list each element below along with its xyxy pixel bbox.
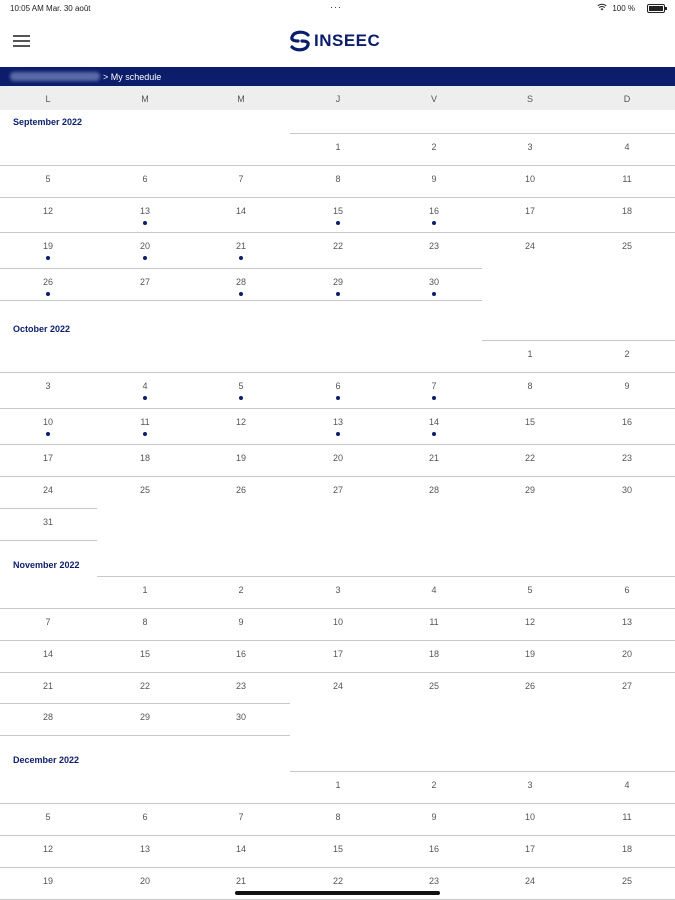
day-cell[interactable]: 27 — [139, 277, 150, 287]
week-divider — [0, 268, 482, 269]
day-cell[interactable]: 16 — [235, 649, 246, 659]
day-cell[interactable]: 6 — [142, 174, 148, 184]
month-title: October 2022 — [13, 324, 71, 334]
event-dot-icon — [46, 292, 50, 296]
day-cell[interactable]: 9 — [624, 381, 630, 391]
week-divider — [0, 672, 675, 673]
day-cell[interactable]: 26 — [235, 485, 246, 495]
event-dot-icon — [336, 432, 340, 436]
day-cell[interactable]: 14 — [42, 649, 53, 659]
event-dot-icon — [432, 221, 436, 225]
day-cell[interactable]: 10 — [332, 617, 343, 627]
day-cell[interactable]: 15 — [139, 649, 150, 659]
day-cell[interactable]: 6 — [142, 812, 148, 822]
day-cell[interactable]: 19 — [42, 241, 53, 251]
day-cell[interactable]: 11 — [622, 174, 632, 184]
day-cell[interactable]: 31 — [42, 517, 53, 527]
day-cell[interactable]: 29 — [139, 712, 150, 722]
day-cell[interactable]: 12 — [235, 417, 246, 427]
day-cell[interactable]: 21 — [42, 681, 53, 691]
status-bar — [0, 0, 675, 18]
day-cell[interactable]: 3 — [335, 585, 341, 595]
day-cell[interactable]: 17 — [42, 453, 53, 463]
day-cell[interactable]: 22 — [139, 681, 150, 691]
day-cell[interactable]: 23 — [235, 681, 246, 691]
day-cell[interactable]: 14 — [235, 844, 246, 854]
weekday-label: L — [45, 94, 51, 104]
day-cell[interactable]: 20 — [332, 453, 343, 463]
day-cell[interactable]: 3 — [527, 142, 533, 152]
weekday-label: D — [623, 94, 631, 104]
day-cell[interactable]: 18 — [621, 206, 632, 216]
day-cell[interactable]: 17 — [524, 206, 535, 216]
app-logo — [288, 28, 380, 54]
week-divider — [290, 771, 675, 772]
day-cell[interactable]: 4 — [142, 381, 148, 391]
day-cell[interactable]: 18 — [621, 844, 632, 854]
weekday-label: S — [526, 94, 533, 104]
day-cell[interactable]: 20 — [139, 876, 150, 886]
week-divider — [0, 232, 675, 233]
day-cell[interactable]: 22 — [524, 453, 535, 463]
day-cell[interactable]: 10 — [42, 417, 53, 427]
day-cell[interactable]: 5 — [45, 174, 51, 184]
day-cell[interactable]: 24 — [42, 485, 53, 495]
day-cell[interactable]: 14 — [235, 206, 246, 216]
day-cell[interactable]: 29 — [332, 277, 343, 287]
event-dot-icon — [143, 396, 147, 400]
day-cell[interactable]: 7 — [45, 617, 51, 627]
day-cell[interactable]: 11 — [622, 812, 632, 822]
day-cell[interactable]: 12 — [524, 617, 535, 627]
month-title: September 2022 — [13, 117, 83, 127]
week-divider — [0, 444, 675, 445]
day-cell[interactable]: 21 — [235, 241, 246, 251]
week-divider — [0, 803, 675, 804]
day-cell[interactable]: 14 — [428, 417, 439, 427]
day-cell[interactable]: 10 — [524, 812, 535, 822]
day-cell[interactable]: 3 — [527, 780, 533, 790]
day-cell[interactable]: 24 — [332, 681, 343, 691]
wifi-icon — [597, 3, 607, 13]
event-dot-icon — [239, 292, 243, 296]
week-divider — [482, 340, 675, 341]
event-dot-icon — [46, 256, 50, 260]
day-cell[interactable]: 13 — [621, 617, 632, 627]
week-divider — [0, 735, 290, 736]
menu-icon[interactable] — [13, 35, 30, 47]
day-cell[interactable]: 15 — [332, 844, 343, 854]
day-cell[interactable]: 16 — [621, 417, 632, 427]
day-cell[interactable]: 10 — [524, 174, 535, 184]
breadcrumb — [0, 67, 675, 86]
day-cell[interactable]: 7 — [238, 812, 244, 822]
month-title: November 2022 — [13, 560, 80, 570]
day-cell[interactable]: 25 — [139, 485, 150, 495]
day-cell[interactable]: 16 — [428, 206, 439, 216]
day-cell[interactable]: 19 — [42, 876, 53, 886]
week-divider — [0, 476, 675, 477]
day-cell[interactable]: 4 — [431, 585, 437, 595]
day-cell[interactable]: 1 — [335, 142, 341, 152]
day-cell[interactable]: 18 — [139, 453, 150, 463]
day-cell[interactable]: 5 — [527, 585, 533, 595]
week-divider — [290, 133, 675, 134]
event-dot-icon — [239, 256, 243, 260]
day-cell[interactable]: 24 — [524, 876, 535, 886]
day-cell[interactable]: 25 — [428, 681, 439, 691]
day-cell[interactable]: 6 — [335, 381, 341, 391]
day-cell[interactable]: 17 — [332, 649, 343, 659]
day-cell[interactable]: 27 — [621, 681, 632, 691]
day-cell[interactable]: 6 — [624, 585, 630, 595]
week-divider — [0, 508, 97, 509]
multitask-dots[interactable]: ··· — [330, 2, 342, 12]
day-cell[interactable]: 8 — [335, 174, 341, 184]
day-cell[interactable]: 15 — [524, 417, 535, 427]
week-divider — [0, 197, 675, 198]
inseec-logo-icon — [288, 30, 312, 52]
day-cell[interactable]: 13 — [332, 417, 343, 427]
day-cell[interactable]: 8 — [142, 617, 148, 627]
day-cell[interactable]: 20 — [621, 649, 632, 659]
day-cell[interactable]: 23 — [428, 876, 439, 886]
week-divider — [0, 835, 675, 836]
day-cell[interactable]: 22 — [332, 241, 343, 251]
event-dot-icon — [432, 432, 436, 436]
day-cell[interactable]: 8 — [527, 381, 533, 391]
breadcrumb-blurred-name[interactable] — [10, 72, 100, 81]
day-cell[interactable]: 30 — [235, 712, 246, 722]
week-divider — [97, 576, 675, 577]
day-cell[interactable]: 13 — [139, 206, 150, 216]
day-cell[interactable]: 30 — [621, 485, 632, 495]
day-cell[interactable]: 16 — [428, 844, 439, 854]
day-cell[interactable]: 8 — [335, 812, 341, 822]
day-cell[interactable]: 7 — [431, 381, 437, 391]
status-time-text: 10:05 AM — [10, 4, 44, 13]
week-divider — [0, 408, 675, 409]
day-cell[interactable]: 2 — [238, 585, 244, 595]
event-dot-icon — [46, 432, 50, 436]
event-dot-icon — [143, 256, 147, 260]
day-cell[interactable]: 4 — [624, 780, 630, 790]
week-divider — [0, 867, 675, 868]
day-cell[interactable]: 29 — [524, 485, 535, 495]
day-cell[interactable]: 9 — [238, 617, 244, 627]
day-cell[interactable]: 18 — [428, 649, 439, 659]
day-cell[interactable]: 7 — [238, 174, 244, 184]
day-cell[interactable]: 22 — [332, 876, 343, 886]
day-cell[interactable]: 12 — [42, 206, 53, 216]
day-cell[interactable]: 26 — [524, 681, 535, 691]
day-cell[interactable]: 30 — [428, 277, 439, 287]
day-cell[interactable]: 2 — [431, 780, 437, 790]
week-divider — [0, 640, 675, 641]
day-cell[interactable]: 24 — [524, 241, 535, 251]
day-cell[interactable]: 1 — [142, 585, 148, 595]
weekday-label: M — [237, 94, 245, 104]
week-divider — [0, 300, 482, 301]
day-cell[interactable]: 28 — [235, 277, 246, 287]
day-cell[interactable]: 17 — [524, 844, 535, 854]
day-cell[interactable]: 2 — [624, 349, 630, 359]
status-time — [10, 4, 91, 13]
day-cell[interactable]: 12 — [42, 844, 53, 854]
event-dot-icon — [143, 432, 147, 436]
day-cell[interactable]: 20 — [139, 241, 150, 251]
day-cell[interactable]: 5 — [238, 381, 244, 391]
day-cell[interactable]: 25 — [621, 241, 632, 251]
day-cell[interactable]: 26 — [42, 277, 53, 287]
day-cell[interactable]: 15 — [332, 206, 343, 216]
day-cell[interactable]: 3 — [45, 381, 51, 391]
event-dot-icon — [336, 221, 340, 225]
day-cell[interactable]: 2 — [431, 142, 437, 152]
day-cell[interactable]: 28 — [428, 485, 439, 495]
event-dot-icon — [239, 396, 243, 400]
day-cell[interactable]: 25 — [621, 876, 632, 886]
week-divider — [0, 703, 290, 704]
day-cell[interactable]: 19 — [524, 649, 535, 659]
day-cell[interactable]: 21 — [428, 453, 439, 463]
day-cell[interactable]: 21 — [235, 876, 246, 886]
week-divider — [0, 540, 97, 541]
day-cell[interactable]: 23 — [621, 453, 632, 463]
battery-icon — [647, 4, 665, 13]
event-dot-icon — [432, 396, 436, 400]
breadcrumb-current: > My schedule — [103, 72, 162, 82]
weekday-label: M — [141, 94, 149, 104]
day-cell[interactable]: 19 — [235, 453, 246, 463]
day-cell[interactable]: 1 — [335, 780, 341, 790]
day-cell[interactable]: 5 — [45, 812, 51, 822]
weekday-label: J — [335, 94, 341, 104]
event-dot-icon — [143, 221, 147, 225]
day-cell[interactable]: 27 — [332, 485, 343, 495]
event-dot-icon — [432, 292, 436, 296]
weekday-label: V — [430, 94, 437, 104]
home-indicator[interactable] — [235, 891, 440, 895]
day-cell[interactable]: 9 — [431, 174, 437, 184]
week-divider — [0, 608, 675, 609]
status-date-text: Mar. 30 août — [46, 4, 91, 13]
event-dot-icon — [336, 396, 340, 400]
week-divider — [0, 165, 675, 166]
day-cell[interactable]: 13 — [139, 844, 150, 854]
day-cell[interactable]: 9 — [431, 812, 437, 822]
event-dot-icon — [336, 292, 340, 296]
logo-text: INSEEC — [314, 31, 381, 50]
day-cell[interactable]: 11 — [429, 617, 439, 627]
day-cell[interactable]: 4 — [624, 142, 630, 152]
weekday-header — [0, 86, 675, 110]
day-cell[interactable]: 28 — [42, 712, 53, 722]
month-title: December 2022 — [13, 755, 80, 765]
week-divider — [0, 372, 675, 373]
day-cell[interactable]: 23 — [428, 241, 439, 251]
day-cell[interactable]: 1 — [527, 349, 533, 359]
battery-percent: 100 % — [612, 4, 635, 13]
day-cell[interactable]: 11 — [140, 417, 150, 427]
